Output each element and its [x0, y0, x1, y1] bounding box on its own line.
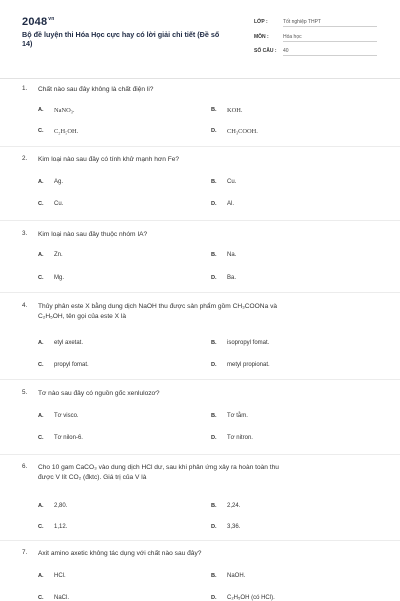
option-letter: D. — [211, 435, 217, 441]
document-header — [0, 0, 400, 72]
question-text: Kim loại nào sau đây có tính khử mạnh hơn Fe? — [38, 156, 180, 163]
option-letter: B. — [211, 413, 217, 419]
question-text — [38, 463, 383, 483]
option-letter: C. — [38, 362, 44, 368]
option-text: metyl propionat. — [227, 362, 270, 368]
option-letter: B. — [211, 573, 217, 579]
meta-count-label: SỐ CÂU : — [254, 48, 277, 54]
option-letter: B. — [211, 340, 217, 346]
question-divider — [0, 146, 400, 147]
question-text: Chất nào sau đây không là chất điện li? — [38, 86, 154, 93]
meta-subject-value: Hóa học — [283, 34, 377, 42]
question-2 — [22, 155, 384, 215]
question-divider — [0, 540, 400, 541]
option-text: Tơ tằm. — [227, 413, 248, 419]
option-text: propyl fomat. — [54, 362, 89, 368]
question-text: Axit amino axetic không tác dụng với chất nào sau đây? — [38, 550, 202, 557]
question-1 — [22, 85, 384, 145]
question-number: 7. — [22, 549, 28, 556]
option-letter: B. — [211, 107, 217, 113]
option-letter: D. — [211, 595, 217, 601]
option-letter: A. — [38, 252, 44, 258]
question-divider — [0, 292, 400, 293]
question-4 — [22, 302, 384, 374]
option-letter: A. — [38, 340, 44, 346]
option-text: CH₃COOH. — [227, 128, 258, 135]
option-letter: A. — [38, 573, 44, 579]
option-text: NaNO₃. — [54, 107, 75, 114]
option-text: Cu. — [54, 201, 64, 207]
option-text: Ag. — [54, 179, 64, 185]
question-number: 2. — [22, 155, 28, 162]
question-3 — [22, 230, 384, 290]
option-text: NaCl. — [54, 595, 70, 601]
option-text: C₂H₅OH. — [54, 128, 79, 135]
option-letter: C. — [38, 595, 44, 601]
option-letter: D. — [211, 201, 217, 207]
option-text: Na. — [227, 252, 237, 258]
question-number: 4. — [22, 302, 28, 309]
option-text: Tơ nitron. — [227, 435, 253, 441]
option-text: etyl axetat. — [54, 340, 84, 346]
brand-logo[interactable] — [22, 16, 55, 28]
option-letter: B. — [211, 503, 217, 509]
meta-subject-label: MÔN : — [254, 34, 269, 40]
question-text — [38, 302, 383, 322]
question-text-line: được V lít CO₂ (đktc). Giá trị của V là — [38, 474, 147, 481]
question-text-line: C₂H₅OH, tên gọi của este X là — [38, 313, 127, 320]
option-letter: C. — [38, 128, 44, 134]
option-letter: B. — [211, 252, 217, 258]
question-number: 6. — [22, 463, 28, 470]
option-letter: C. — [38, 275, 44, 281]
option-text: Mg. — [54, 275, 65, 281]
question-text: Kim loại nào sau đây thuộc nhóm IA? — [38, 231, 148, 238]
option-text: Al. — [227, 201, 235, 207]
option-text: HCl. — [54, 573, 66, 579]
question-text-line: Cho 10 gam CaCO₃ vào dung dịch HCl dư, sau khi phản ứng xảy ra hoàn toàn thu — [38, 464, 279, 471]
option-text: 2,80. — [54, 503, 68, 509]
question-divider — [0, 454, 400, 455]
option-letter: D. — [211, 362, 217, 368]
meta-class-label: LỚP : — [254, 19, 268, 25]
option-text: KOH. — [227, 107, 243, 114]
option-letter: B. — [211, 179, 217, 185]
question-7 — [22, 549, 384, 600]
question-text: Tơ nào sau đây có nguồn gốc xenlulozơ? — [38, 390, 160, 397]
option-letter: D. — [211, 275, 217, 281]
meta-count-value: 40 — [283, 48, 377, 56]
brand-name: 2048 — [22, 16, 48, 28]
option-letter: A. — [38, 413, 44, 419]
option-letter: A. — [38, 179, 44, 185]
question-5 — [22, 389, 384, 449]
question-number: 3. — [22, 230, 28, 237]
option-text: Zn. — [54, 252, 63, 258]
option-letter: C. — [38, 524, 44, 530]
option-letter: A. — [38, 503, 44, 509]
option-text: Tơ nilon-6. — [54, 435, 83, 441]
question-number: 5. — [22, 389, 28, 396]
option-text: Cu. — [227, 179, 237, 185]
option-text: 2,24. — [227, 503, 241, 509]
option-text: NaOH. — [227, 573, 246, 579]
document-title: Bộ đề luyện thi Hóa Học cực hay có lời giải chi tiết (Đề số 14) — [22, 30, 220, 48]
option-letter: D. — [211, 524, 217, 530]
option-text: Tơ visco. — [54, 413, 79, 419]
option-letter: D. — [211, 128, 217, 134]
option-letter: C. — [38, 435, 44, 441]
header-divider — [0, 78, 400, 79]
option-text: isopropyl fomat. — [227, 340, 270, 346]
option-text: 1,12. — [54, 524, 68, 530]
question-divider — [0, 220, 400, 221]
question-divider — [0, 379, 400, 380]
option-text: C₂H₅OH (có HCl). — [227, 595, 275, 601]
option-text: Ba. — [227, 275, 237, 281]
option-letter: C. — [38, 201, 44, 207]
question-number: 1. — [22, 85, 28, 92]
question-6 — [22, 463, 384, 535]
option-text: 3,36. — [227, 524, 241, 530]
brand-suffix: vn — [48, 16, 55, 23]
question-text-line: Thủy phân este X bằng dung dịch NaOH thu được sản phẩm gồm CH₃COONa và — [38, 303, 278, 310]
meta-class-value: Tốt nghiệp THPT — [283, 19, 377, 27]
option-letter: A. — [38, 107, 44, 113]
